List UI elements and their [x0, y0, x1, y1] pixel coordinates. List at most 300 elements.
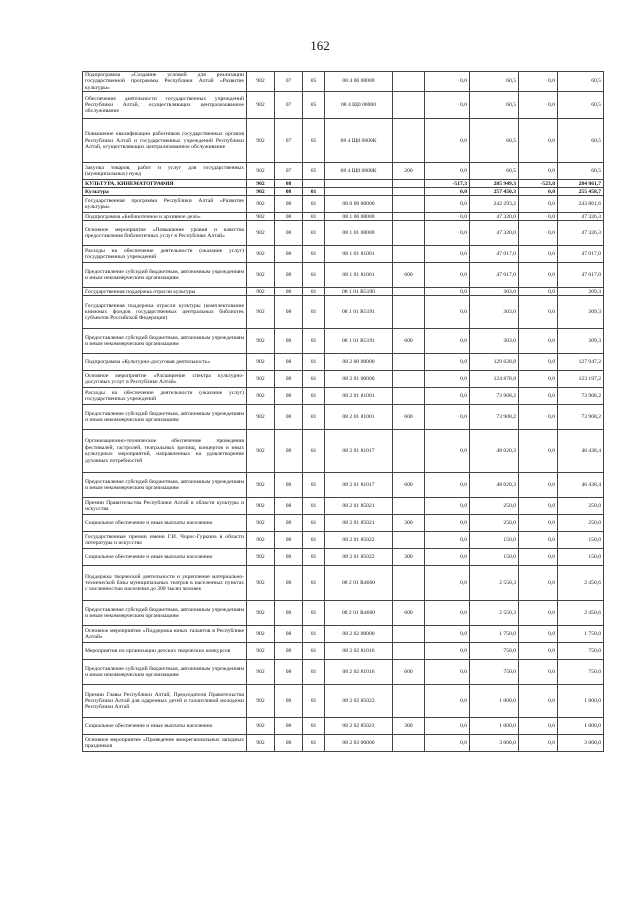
- row-ved: 902: [247, 180, 275, 188]
- row-pr: 05: [303, 119, 325, 163]
- row-name: Премии Правительства Республики Алтай в области культуры и искусства: [83, 498, 247, 515]
- row-amount-1: 242 293,2: [470, 196, 519, 213]
- row-ved: 902: [247, 371, 275, 388]
- row-csr: 08 4 Щ0 0000К: [325, 119, 393, 163]
- row-amount-2: 150,0: [558, 549, 604, 566]
- row-amount-1: 124 878,8: [470, 371, 519, 388]
- row-amount-1: 1 000,0: [470, 718, 519, 735]
- row-change-1: 0,0: [425, 246, 470, 263]
- row-ved: 902: [247, 119, 275, 163]
- row-pr: 01: [303, 515, 325, 532]
- row-change-2: 0,0: [519, 532, 558, 549]
- row-name: Основное мероприятие «Расширение спектра культурно-досуговых услуг в Республике Алтай»: [83, 371, 247, 388]
- row-csr: 08 2 00 00000: [325, 354, 393, 371]
- row-csr: 08 1 01 00000: [325, 221, 393, 246]
- row-amount-2: 255 458,7: [558, 188, 604, 196]
- row-rz: 08: [275, 296, 303, 329]
- row-vr: [393, 288, 425, 296]
- row-pr: 01: [303, 388, 325, 405]
- row-change-1: 0,0: [425, 405, 470, 430]
- page-number: 162: [310, 38, 330, 53]
- row-amount-1: 150,0: [470, 549, 519, 566]
- row-change-2: 0,0: [519, 188, 558, 196]
- row-rz: 08: [275, 196, 303, 213]
- row-pr: 01: [303, 718, 325, 735]
- row-amount-1: 303,0: [470, 296, 519, 329]
- row-pr: 01: [303, 660, 325, 685]
- row-csr: 08 2 02 85023: [325, 685, 393, 718]
- row-change-2: 0,0: [519, 329, 558, 354]
- row-ved: 902: [247, 430, 275, 473]
- row-amount-1: 750,0: [470, 643, 519, 660]
- row-amount-2: 750,0: [558, 643, 604, 660]
- row-vr: 300: [393, 718, 425, 735]
- row-amount-2: 284 861,7: [558, 180, 604, 188]
- table-row: [83, 119, 604, 163]
- row-amount-1: 285 949,3: [470, 180, 519, 188]
- row-ved: 902: [247, 532, 275, 549]
- row-vr: [393, 498, 425, 515]
- table-row: [83, 660, 604, 685]
- row-name: Предоставление субсидий бюджетным, автономным учреждениям и иным некоммерческим организациям: [83, 329, 247, 354]
- row-change-2: 0,0: [519, 288, 558, 296]
- row-name: Расходы на обеспечение деятельности (оказание услуг) государственных учреждений: [83, 246, 247, 263]
- row-change-1: 0,0: [425, 735, 470, 752]
- table-row: [83, 430, 604, 473]
- row-name: Подпрограмма «Библиотечное и архивное дело»: [83, 213, 247, 221]
- row-vr: [393, 72, 425, 92]
- row-change-1: 0,0: [425, 388, 470, 405]
- row-vr: [393, 296, 425, 329]
- row-csr: 08 1 01 R5191: [325, 296, 393, 329]
- row-ved: 902: [247, 405, 275, 430]
- row-change-1: 0,0: [425, 296, 470, 329]
- row-change-1: 0,0: [425, 473, 470, 498]
- row-vr: 600: [393, 405, 425, 430]
- row-amount-1: 73 908,2: [470, 388, 519, 405]
- row-csr: 08 2 02 00000: [325, 626, 393, 643]
- row-change-1: 0,0: [425, 660, 470, 685]
- row-amount-1: 60,5: [470, 72, 519, 92]
- row-amount-1: 250,0: [470, 515, 519, 532]
- row-amount-2: 250,0: [558, 498, 604, 515]
- row-change-2: 0,0: [519, 405, 558, 430]
- row-amount-1: 303,0: [470, 329, 519, 354]
- row-amount-1: 47 320,0: [470, 213, 519, 221]
- row-pr: 01: [303, 473, 325, 498]
- row-vr: [393, 371, 425, 388]
- row-rz: 08: [275, 601, 303, 626]
- table-row: [83, 735, 604, 752]
- row-rz: 08: [275, 473, 303, 498]
- row-rz: 08: [275, 288, 303, 296]
- row-change-2: 0,0: [519, 246, 558, 263]
- row-amount-1: 129 628,8: [470, 354, 519, 371]
- row-rz: 08: [275, 685, 303, 718]
- row-amount-1: 2 550,3: [470, 566, 519, 601]
- row-ved: 902: [247, 72, 275, 92]
- row-change-2: 0,0: [519, 660, 558, 685]
- row-vr: [393, 246, 425, 263]
- row-amount-2: 309,3: [558, 288, 604, 296]
- table-row: [83, 371, 604, 388]
- row-amount-2: 73 908,2: [558, 405, 604, 430]
- row-change-1: 0,0: [425, 72, 470, 92]
- row-pr: 01: [303, 735, 325, 752]
- table-row: [83, 329, 604, 354]
- row-csr: 08 2 01 R4660: [325, 566, 393, 601]
- row-change-1: 0,0: [425, 549, 470, 566]
- row-name: Государственная программа Республики Алтай «Развитие культуры»: [83, 196, 247, 213]
- table-row: [83, 246, 604, 263]
- row-name: Социальное обеспечение и иные выплаты населению: [83, 515, 247, 532]
- table-row: [83, 72, 604, 92]
- row-vr: [393, 213, 425, 221]
- row-change-1: 0,0: [425, 371, 470, 388]
- row-amount-2: 46 438,4: [558, 473, 604, 498]
- row-amount-1: 2 550,3: [470, 601, 519, 626]
- row-vr: 600: [393, 660, 425, 685]
- row-change-2: 0,0: [519, 566, 558, 601]
- row-name: Премии Главы Республики Алтай, Председателя Правительства Республики Алтай для одаренных детей и талантливой молодежи Республики Алтай: [83, 685, 247, 718]
- row-change-2: 0,0: [519, 515, 558, 532]
- row-change-2: 0,0: [519, 685, 558, 718]
- budget-table: [82, 71, 604, 752]
- row-change-2: 0,0: [519, 296, 558, 329]
- table-row: [83, 163, 604, 180]
- row-name: Предоставление субсидий бюджетным, автономным учреждениям и иным некоммерческим организациям: [83, 473, 247, 498]
- row-rz: 07: [275, 92, 303, 119]
- row-amount-1: 250,0: [470, 498, 519, 515]
- row-ved: 902: [247, 354, 275, 371]
- row-rz: 08: [275, 213, 303, 221]
- row-name: Подпрограмма «Создание условий для реализации государственной программы Республики Алтай «Развитие культуры»: [83, 72, 247, 92]
- table-row: [83, 221, 604, 246]
- row-vr: [393, 430, 425, 473]
- row-csr: 08 2 01 00000: [325, 371, 393, 388]
- row-pr: 05: [303, 72, 325, 92]
- row-pr: 01: [303, 405, 325, 430]
- row-change-2: 0,0: [519, 498, 558, 515]
- row-name: Социальное обеспечение и иные выплаты населению: [83, 549, 247, 566]
- row-change-2: 0,0: [519, 601, 558, 626]
- row-rz: 08: [275, 532, 303, 549]
- row-amount-1: 303,0: [470, 288, 519, 296]
- row-pr: 01: [303, 532, 325, 549]
- table-row: [83, 643, 604, 660]
- row-csr: 08 1 00 00000: [325, 213, 393, 221]
- row-ved: 902: [247, 329, 275, 354]
- row-ved: 902: [247, 263, 275, 288]
- row-ved: 902: [247, 388, 275, 405]
- row-name: Основное мероприятие «Проведение межрегиональных западных праздников: [83, 735, 247, 752]
- row-change-1: 0,0: [425, 263, 470, 288]
- row-ved: 902: [247, 660, 275, 685]
- row-pr: 01: [303, 288, 325, 296]
- row-change-1: 0,0: [425, 643, 470, 660]
- row-amount-1: 1 750,0: [470, 626, 519, 643]
- row-change-2: 0,0: [519, 119, 558, 163]
- row-name: Социальное обеспечение и иные выплаты населению: [83, 718, 247, 735]
- row-amount-1: 47 017,0: [470, 263, 519, 288]
- row-name: КУЛЬТУРА, КИНЕМАТОГРАФИЯ: [83, 180, 247, 188]
- row-change-1: 0,0: [425, 188, 470, 196]
- row-change-1: 0,0: [425, 329, 470, 354]
- row-csr: 08 2 01 85022: [325, 532, 393, 549]
- row-vr: 600: [393, 601, 425, 626]
- row-change-2: 0,0: [519, 371, 558, 388]
- row-change-2: 0,0: [519, 549, 558, 566]
- row-pr: 01: [303, 188, 325, 196]
- row-csr: 08 1 01 R5190: [325, 288, 393, 296]
- row-amount-2: 750,0: [558, 660, 604, 685]
- row-pr: 05: [303, 163, 325, 180]
- row-amount-1: 150,0: [470, 532, 519, 549]
- row-name: Основное мероприятие «Повышение уровня и качества предоставления библиотечных услуг в Республике Алтай»: [83, 221, 247, 246]
- row-name: Расходы на обеспечение деятельности (оказание услуг) государственных учреждений: [83, 388, 247, 405]
- row-change-1: 0,0: [425, 92, 470, 119]
- row-rz: 08: [275, 735, 303, 752]
- row-ved: 902: [247, 288, 275, 296]
- row-csr: 08 1 01 R5191: [325, 329, 393, 354]
- row-change-2: 0,0: [519, 221, 558, 246]
- table-row: [83, 515, 604, 532]
- row-rz: 08: [275, 188, 303, 196]
- row-amount-2: 3 000,0: [558, 735, 604, 752]
- row-ved: 902: [247, 643, 275, 660]
- row-ved: 902: [247, 566, 275, 601]
- row-vr: 200: [393, 163, 425, 180]
- row-csr: 08 2 01 85021: [325, 498, 393, 515]
- row-csr: 08 2 01 81017: [325, 473, 393, 498]
- row-change-2: 0,0: [519, 72, 558, 92]
- table-row: [83, 354, 604, 371]
- row-amount-2: 60,5: [558, 119, 604, 163]
- row-pr: 01: [303, 549, 325, 566]
- row-amount-1: 1 000,0: [470, 685, 519, 718]
- row-change-2: 0,0: [519, 196, 558, 213]
- row-csr: 08 2 01 R4660: [325, 601, 393, 626]
- row-amount-1: 47 320,0: [470, 221, 519, 246]
- row-rz: 08: [275, 354, 303, 371]
- row-amount-2: 2 450,6: [558, 566, 604, 601]
- row-name: Государственная поддержка отрасли культуры (комплектование книжных фондов государственных центральных библиотек субъектов Российской Федерации): [83, 296, 247, 329]
- row-change-2: 0,0: [519, 263, 558, 288]
- row-pr: 01: [303, 221, 325, 246]
- row-csr: 08 4 00 00000: [325, 72, 393, 92]
- row-vr: [393, 188, 425, 196]
- row-name: Предоставление субсидий бюджетным, автономным учреждениям и иным некоммерческим организациям: [83, 263, 247, 288]
- row-ved: 902: [247, 473, 275, 498]
- row-change-1: 0,0: [425, 601, 470, 626]
- row-change-1: 0,0: [425, 532, 470, 549]
- table-row: [83, 626, 604, 643]
- row-csr: 08 4 Щ0 00000: [325, 92, 393, 119]
- row-rz: 08: [275, 180, 303, 188]
- row-ved: 902: [247, 735, 275, 752]
- row-vr: [393, 196, 425, 213]
- row-pr: [303, 180, 325, 188]
- row-csr: 08 2 01 85022: [325, 549, 393, 566]
- row-vr: [393, 388, 425, 405]
- row-name: Закупка товаров, работ и услуг для государственных (муниципальных) нужд: [83, 163, 247, 180]
- row-ved: 902: [247, 163, 275, 180]
- row-change-1: 0,0: [425, 430, 470, 473]
- row-rz: 08: [275, 246, 303, 263]
- row-amount-2: 309,3: [558, 296, 604, 329]
- row-change-2: 0,0: [519, 388, 558, 405]
- row-ved: 902: [247, 296, 275, 329]
- row-vr: [393, 685, 425, 718]
- row-change-2: 0,0: [519, 354, 558, 371]
- row-amount-1: 48 020,3: [470, 473, 519, 498]
- row-csr: 08 2 02 81016: [325, 660, 393, 685]
- row-change-2: 0,0: [519, 213, 558, 221]
- row-change-1: 0,0: [425, 498, 470, 515]
- table-row: [83, 92, 604, 119]
- row-amount-2: 47 017,0: [558, 246, 604, 263]
- row-csr: [325, 180, 393, 188]
- table-row: [83, 566, 604, 601]
- row-name: Культура: [83, 188, 247, 196]
- row-csr: 08 2 02 81016: [325, 643, 393, 660]
- row-rz: 08: [275, 263, 303, 288]
- row-name: Подпрограмма «Культурно-досуговая деятельность»: [83, 354, 247, 371]
- row-change-2: 0,0: [519, 735, 558, 752]
- row-change-2: 0,0: [519, 718, 558, 735]
- table-row: [83, 549, 604, 566]
- row-amount-2: 250,0: [558, 515, 604, 532]
- row-ved: 902: [247, 685, 275, 718]
- row-rz: 08: [275, 405, 303, 430]
- row-change-1: 0,0: [425, 196, 470, 213]
- row-amount-2: 60,5: [558, 163, 604, 180]
- row-pr: 01: [303, 213, 325, 221]
- row-change-1: 0,0: [425, 119, 470, 163]
- row-name: Повышение квалификации работников государственных органов Республики Алтай и государственных учреждений Республики Алтай, осуществляющих централизованное обслуживание: [83, 119, 247, 163]
- row-rz: 08: [275, 515, 303, 532]
- row-amount-1: 73 908,2: [470, 405, 519, 430]
- row-pr: 01: [303, 430, 325, 473]
- row-vr: 300: [393, 515, 425, 532]
- row-vr: [393, 119, 425, 163]
- row-amount-1: 3 000,0: [470, 735, 519, 752]
- row-rz: 07: [275, 119, 303, 163]
- row-pr: 01: [303, 296, 325, 329]
- row-change-1: -517,3: [425, 180, 470, 188]
- row-csr: 08 0 00 00000: [325, 196, 393, 213]
- row-pr: 01: [303, 246, 325, 263]
- row-csr: [325, 188, 393, 196]
- row-ved: 902: [247, 213, 275, 221]
- row-pr: 01: [303, 263, 325, 288]
- row-vr: [393, 643, 425, 660]
- row-rz: 08: [275, 718, 303, 735]
- row-amount-1: 60,5: [470, 92, 519, 119]
- table-row: [83, 180, 604, 188]
- row-rz: 08: [275, 221, 303, 246]
- row-csr: 08 2 02 85023: [325, 718, 393, 735]
- row-name: Обеспечение деятельности государственных учреждений Республики Алтай, осуществляющих централизованное обслуживание: [83, 92, 247, 119]
- row-amount-2: 150,0: [558, 532, 604, 549]
- row-rz: 08: [275, 371, 303, 388]
- row-amount-2: 1 750,0: [558, 626, 604, 643]
- row-vr: 600: [393, 473, 425, 498]
- row-ved: 902: [247, 718, 275, 735]
- table-row: [83, 685, 604, 718]
- row-vr: [393, 180, 425, 188]
- row-amount-2: 243 861,6: [558, 196, 604, 213]
- table-row: [83, 498, 604, 515]
- row-change-2: -523,8: [519, 180, 558, 188]
- row-csr: 08 4 Щ0 0000К: [325, 163, 393, 180]
- row-vr: [393, 532, 425, 549]
- row-csr: 08 2 01 81017: [325, 430, 393, 473]
- row-rz: 08: [275, 643, 303, 660]
- row-vr: [393, 92, 425, 119]
- table-row: [83, 296, 604, 329]
- table-row: [83, 263, 604, 288]
- row-vr: 600: [393, 263, 425, 288]
- row-csr: 08 1 01 81001: [325, 263, 393, 288]
- row-name: Поддержка творческой деятельности и укрепление материально-технической базы муниципальных театров в населенных пунктах с численностью населения до 300 тысяч человек: [83, 566, 247, 601]
- row-pr: 01: [303, 601, 325, 626]
- row-rz: 08: [275, 566, 303, 601]
- row-change-1: 0,0: [425, 213, 470, 221]
- row-amount-2: 73 908,2: [558, 388, 604, 405]
- row-change-1: 0,0: [425, 718, 470, 735]
- table-row: [83, 601, 604, 626]
- row-amount-2: 60,5: [558, 92, 604, 119]
- row-ved: 902: [247, 221, 275, 246]
- row-name: Предоставление субсидий бюджетным, автономным учреждениям и иным некоммерческим организациям: [83, 601, 247, 626]
- row-vr: 600: [393, 329, 425, 354]
- row-name: Мероприятия по организации детских творческих конкурсов: [83, 643, 247, 660]
- row-pr: 05: [303, 92, 325, 119]
- row-amount-1: 60,5: [470, 119, 519, 163]
- row-pr: 01: [303, 329, 325, 354]
- row-amount-2: 46 438,4: [558, 430, 604, 473]
- row-csr: 08 2 01 85021: [325, 515, 393, 532]
- row-pr: 01: [303, 626, 325, 643]
- table-row: [83, 388, 604, 405]
- row-pr: 01: [303, 196, 325, 213]
- table-row: [83, 288, 604, 296]
- row-change-1: 0,0: [425, 626, 470, 643]
- row-ved: 902: [247, 549, 275, 566]
- row-rz: 08: [275, 626, 303, 643]
- row-rz: 08: [275, 388, 303, 405]
- row-pr: 01: [303, 354, 325, 371]
- row-rz: 07: [275, 72, 303, 92]
- table-row: [83, 213, 604, 221]
- row-rz: 08: [275, 498, 303, 515]
- row-amount-1: 60,5: [470, 163, 519, 180]
- row-amount-2: 47 017,0: [558, 263, 604, 288]
- table-row: [83, 718, 604, 735]
- row-change-1: 0,0: [425, 566, 470, 601]
- row-change-2: 0,0: [519, 473, 558, 498]
- row-change-1: 0,0: [425, 163, 470, 180]
- table-row: [83, 532, 604, 549]
- row-ved: 902: [247, 626, 275, 643]
- row-change-1: 0,0: [425, 288, 470, 296]
- row-pr: 01: [303, 498, 325, 515]
- table-row: [83, 188, 604, 196]
- row-ved: 902: [247, 188, 275, 196]
- row-amount-2: 309,3: [558, 329, 604, 354]
- row-ved: 902: [247, 498, 275, 515]
